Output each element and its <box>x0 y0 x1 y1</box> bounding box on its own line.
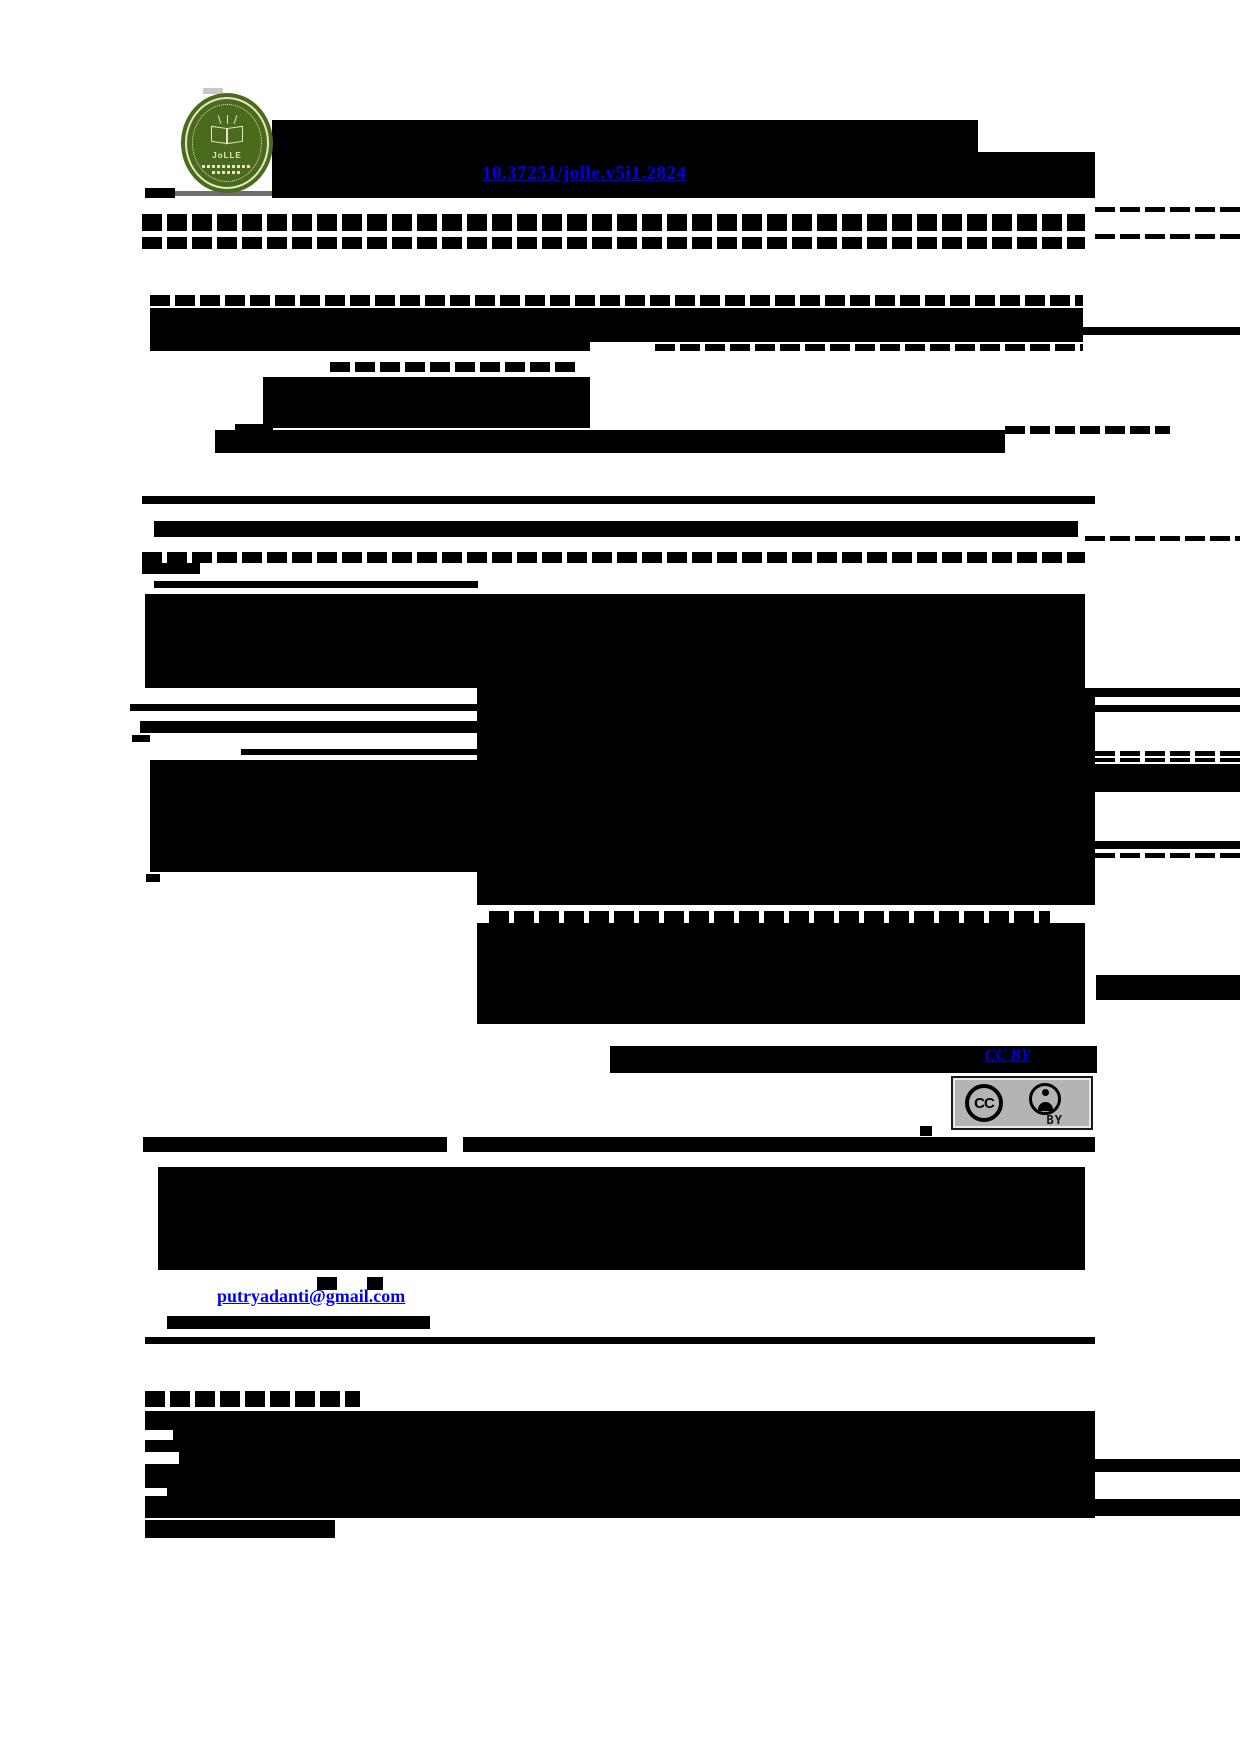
redacted-text-block <box>143 1137 447 1152</box>
book-page-right <box>226 126 243 144</box>
redacted-text-block <box>150 342 590 351</box>
redacted-text-block <box>154 581 478 588</box>
doi-link[interactable]: 10.37251/jolle.v5i1.2824 <box>482 163 687 184</box>
redacted-text-block <box>1095 234 1240 239</box>
text-gap <box>145 1452 179 1464</box>
logo-title: JoLLE <box>212 151 242 160</box>
text-gap <box>145 1430 173 1440</box>
redacted-text-block <box>1083 327 1240 335</box>
plant-sprig-icon <box>227 115 228 124</box>
redacted-text-block <box>130 704 480 711</box>
redacted-text-block <box>150 760 477 872</box>
redacted-text-block <box>489 911 1050 923</box>
open-book-icon <box>210 123 244 143</box>
cc-by-badge[interactable] <box>951 1076 1093 1130</box>
redacted-text-block <box>263 377 590 428</box>
redacted-text-block <box>150 308 1083 342</box>
email-link[interactable]: putryadanti@gmail.com <box>217 1286 406 1306</box>
redacted-text-block <box>1095 751 1240 756</box>
redacted-text-block <box>145 188 175 198</box>
redacted-text-block <box>1085 705 1240 712</box>
redacted-text-block <box>477 688 1095 905</box>
redacted-text-block <box>150 295 1083 306</box>
redacted-text-block <box>920 1126 932 1136</box>
redacted-text-block <box>1095 841 1240 849</box>
redacted-text-block <box>145 1520 335 1538</box>
by-label: BY <box>1046 1113 1063 1127</box>
redacted-text-block <box>1095 758 1240 762</box>
redacted-text-block <box>1096 975 1240 1000</box>
redacted-text-block <box>145 1337 1095 1344</box>
cc-by-link[interactable]: CC BY <box>985 1047 1031 1064</box>
redacted-text-block <box>146 874 160 882</box>
redacted-text-block <box>241 749 477 755</box>
redacted-text-block <box>1005 426 1170 434</box>
redacted-text-block <box>1085 536 1240 541</box>
redacted-text-block <box>215 430 1005 453</box>
redacted-text-block <box>1095 764 1240 792</box>
redacted-text-block <box>272 120 978 154</box>
redacted-text-block <box>142 552 1085 563</box>
logo-subtitle-line <box>212 171 242 174</box>
redacted-text-block <box>1095 207 1240 212</box>
redacted-text-block <box>477 923 1085 1024</box>
redacted-text-block <box>158 1167 1085 1270</box>
redacted-text-block <box>463 1137 1095 1152</box>
redacted-text-block <box>145 1411 1095 1518</box>
redacted-text-block <box>140 721 520 733</box>
redacted-text-block <box>1095 1459 1240 1472</box>
person-icon <box>1029 1083 1061 1115</box>
redacted-text-block <box>142 563 200 574</box>
text-gap <box>145 1488 167 1496</box>
redacted-text-block <box>142 496 1095 504</box>
journal-logo-icon <box>181 93 273 193</box>
redacted-text-block <box>655 344 1083 351</box>
redacted-text-block <box>142 237 1085 249</box>
redacted-text-block <box>142 214 1085 231</box>
redacted-text-block <box>167 1316 430 1329</box>
redacted-text-block <box>1095 853 1240 858</box>
redacted-text-block <box>132 735 150 742</box>
redacted-text-block <box>145 1391 360 1407</box>
redacted-text-block <box>1095 1499 1240 1516</box>
redacted-text-block <box>145 594 1085 688</box>
redacted-text-block <box>154 521 1078 537</box>
redacted-text-block <box>330 362 580 372</box>
redacted-text-block <box>1085 688 1240 697</box>
logo-subtitle-line <box>202 165 252 168</box>
cc-logo-icon: CC <box>965 1084 1003 1122</box>
